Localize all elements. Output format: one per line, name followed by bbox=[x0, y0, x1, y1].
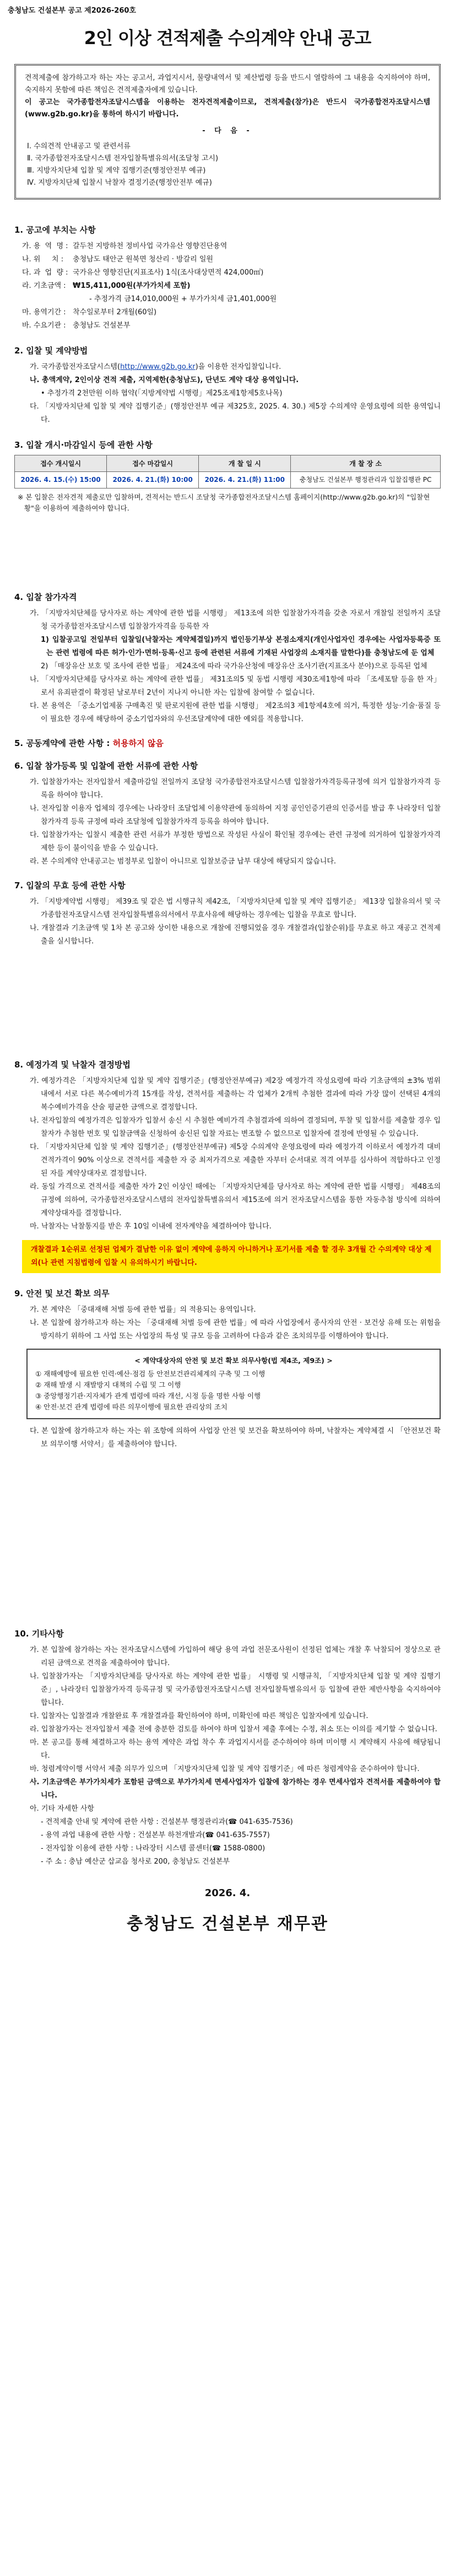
summary-intro-a: 견적제출에 참가하고자 하는 자는 공고서, 과업지시서, 물량내역서 및 제산법령 등을 반드시 열람하여 그 내용을 숙지하여야 하며, 숙지하지 못함에 따른 책임은 견적제출자에게 있습니다. bbox=[25, 74, 430, 94]
para: 마. 본 공고를 통해 체결하고자 하는 용역 계약은 과업 착수 후 과업지시서를 준수하여야 하며 미이행 시 계약해지 사유에 해당됩니다. bbox=[30, 1738, 441, 1760]
section-3 bbox=[14, 439, 441, 514]
para: 다. 입찰참가자는 입찰시 제출한 관련 서류가 부정한 방법으로 작성된 사실이 확인될 경우에는 관련 규정에 의거하여 입찰참가자격 제한 등이 불이익을 받을 수 있습니다. bbox=[30, 831, 441, 852]
g2b-link[interactable]: http://www.g2b.go.kr bbox=[120, 363, 196, 371]
obligation-item: ③ 중앙행정기관·지자체가 관계 법령에 따라 개선, 시정 등을 명한 사항 이행 bbox=[35, 1392, 261, 1400]
item-text: • 추정가격 2천만원 이하 협약(「지방계약법 시행령」제25조제1항제5호나목) bbox=[41, 389, 283, 398]
table-header-row bbox=[15, 455, 441, 472]
item-text: )을 이용한 전자입찰입니다. bbox=[195, 363, 281, 371]
section-4 bbox=[14, 591, 441, 726]
section-7 bbox=[14, 879, 441, 948]
para: 가. 예정가격은 「지방자치단체 입찰 및 계약 집행기준」(행정안전부예규) 제2장 예정가격 작성요령에 따라 기초금액의 ±3% 범위내에서 서로 다른 복수예비가격 15개를 작성, 견적서를 제출하는 각 업체가 2개씩 추첨한 결과에 따라 가장 많이 선택된 4개의 복수예비가격을 산술 평균한 금액으로 결정합니다. bbox=[30, 1077, 441, 1112]
item-text: 총액계약, 2인이상 견적 제출, 지역제한(충청남도), 단년도 계약 대상 용역입니다. bbox=[42, 376, 299, 384]
section-heading: 4. 입찰 참가자격 bbox=[14, 592, 77, 602]
info-key bbox=[22, 293, 73, 306]
table-row bbox=[15, 472, 441, 489]
table-header: 접수 마감일시 bbox=[107, 455, 199, 472]
para: 다. 본 입찰에 참가하고자 하는 자는 위 조항에 의하여 사업장 안전 및 보건을 확보하여야 하며, 낙찰자는 계약체결 시 「안전보건 확보 의무이행 서약서」를 제출하여야 합니다. bbox=[30, 1427, 441, 1448]
info-value: - 추정가격 금14,010,000원 + 부가가치세 금1,401,000원 bbox=[89, 295, 277, 303]
table-header: 접수 개시일시 bbox=[15, 455, 107, 472]
page-title: 2인 이상 견적제출 수의계약 안내 공고 bbox=[84, 28, 371, 49]
info-key: 나. 위 치 : bbox=[22, 255, 64, 264]
section-heading: 5. 공동계약에 관한 사항 : bbox=[14, 738, 113, 748]
section-10 bbox=[14, 1628, 441, 1869]
item-marker: 다. bbox=[30, 402, 39, 411]
section-body bbox=[14, 776, 441, 868]
section-body bbox=[14, 1425, 441, 1451]
section-heading: 3. 입찰 개시·마감일시 등에 관한 사항 bbox=[14, 440, 153, 450]
info-value: 갈두천 지방하천 정비사업 국가유산 영향진단용역 bbox=[73, 242, 228, 250]
item-marker: 나. bbox=[30, 376, 40, 384]
section-6 bbox=[14, 760, 441, 868]
info-list bbox=[14, 240, 441, 332]
warning-banner: 개찰결과 1순위로 선정된 업체가 결남한 이유 없이 계약에 응하지 아니하거나 포기서를 제출 할 경우 3개월 간 수의계약 대상 제외(나 관련 지침법령에 입찰 시 유의하시기 바랍니다. bbox=[22, 1240, 441, 1273]
para: 다. 입찰자는 입찰결과 개찰완료 후 개찰결과를 확인하여야 하며, 미확인에 따른 책임은 입찰자에게 있습니다. bbox=[30, 1712, 369, 1720]
para: 나. 「지방자치단체를 당사자로 하는 계약에 관한 법률」 제31조의5 및 동법 시행령 제30조제1항에 따라 「조세포탈 등을 한 자」로서 유죄판결이 확정된 날로부터 2년이 지나지 아니한 자는 입찰에 참여할 수 없습니다. bbox=[30, 675, 441, 697]
info-key: 다. 과 업 량 : bbox=[22, 269, 68, 277]
item-text: 국가종합전자조달시스템( bbox=[41, 363, 121, 371]
info-value: ₩15,411,000원(부가가치세 포함) bbox=[73, 282, 191, 290]
section-8 bbox=[14, 1059, 441, 1273]
toc-list bbox=[25, 141, 430, 189]
obligation-title: < 계약대상자의 안전 및 보건 확보 의무사항(법 제4조, 제9조) > bbox=[134, 1356, 333, 1365]
para: 가. 본 계약은 「중대재해 처벌 등에 관한 법률」의 적용되는 용역입니다. bbox=[30, 1306, 256, 1314]
obligation-item: ④ 안전·보건 관계 법령에 따른 의무이행에 필요한 관리상의 조치 bbox=[35, 1403, 228, 1411]
schedule-table bbox=[14, 455, 441, 489]
para: 라. 입찰참가자는 전자입찰서 제출 전에 충분한 검토를 하여야 하며 입찰서 제출 후에는 수정, 취소 또는 이의를 제기할 수 없습니다. bbox=[30, 1725, 437, 1734]
toc-item: Ⅱ. 국가종합전자조달시스템 전자입찰특별유의서(조달청 고시) bbox=[27, 154, 219, 163]
section-body bbox=[14, 361, 441, 427]
info-value: 착수일로부터 2개월(60일) bbox=[73, 308, 157, 316]
footer-date: 2026. 4. bbox=[204, 1887, 251, 1899]
para: 다. 본 용역은 「중소기업제품 구매촉진 및 판로지원에 관한 법률 시행령」 제2조의3 제1항제4호에 의거, 특정한 성능·기술·품질 등이 필요한 경우에 해당하여 중소기업자와의 우선조달계약에 대한 예외를 적용합니다. bbox=[30, 702, 441, 723]
para: 나. 전자입찰 이용자 업체의 경우에는 나라장터 조달업체 이용약관에 동의하여 지정 공인인증기관의 인증서를 발급 후 나라장터 입찰 참가자격 등록 규정에 따라 조달청에 입찰참가자격 등록을 하여야 합니다. bbox=[30, 804, 441, 826]
item-marker: 가. bbox=[30, 363, 39, 371]
notice-number: 충청남도 건설본부 공고 제2026-260호 bbox=[8, 7, 136, 15]
section-heading: 10. 기타사항 bbox=[14, 1629, 64, 1639]
contact-line: - 주 소 : 충남 예산군 삽교읍 청사로 200, 충청남도 건설본부 bbox=[41, 1858, 230, 1866]
summary-box bbox=[14, 64, 441, 200]
table-cell: 2026. 4. 15.(수) 15:00 bbox=[15, 472, 107, 489]
toc-item: Ⅰ. 수의견적 안내공고 및 관련서류 bbox=[27, 142, 131, 151]
section-heading: 2. 입찰 및 계약방법 bbox=[14, 346, 88, 356]
obligation-item: ① 재해예방에 필요한 인력·예산·점검 등 안전보건관리체계의 구축 및 그 이행 bbox=[35, 1370, 266, 1378]
para: 1) 입찰공고일 전일부터 입찰일(낙찰자는 계약체결일)까지 법인등기부상 본점소재지(개인사업자인 경우에는 사업자등록증 또는 관련 법령에 따른 허가·인가·면허·등록·신고 등에 관련된 서류에 기재된 사업장의 소재지를 말한다)를 충청남도에 둔 업체 bbox=[41, 636, 441, 657]
para: 가. 「지방계약법 시행령」 제39조 및 같은 법 시행규칙 제42조, 「지방자치단체 입찰 및 계약 집행기준」 제13장 입찰유의서 및 국가종합전자조달시스템 전자입찰특별유의서에서 무효사유에 해당하는 경우에는 입찰을 무효로 합니다. bbox=[30, 898, 441, 919]
para: 나. 전자입찰의 예정가격은 입찰자가 입찰서 송신 시 추첨한 예비가격 추첨결과에 의하여 결정되며, 투찰 및 입찰서를 제출할 경우 입찰자가 추첨한 번호 및 입찰금액을 신청하여 송신된 입찰 자료는 변조할 수 없으므로 입찰자에 결정에 반영될 수 있습니다. bbox=[30, 1117, 441, 1138]
schedule-note: ※ 본 입찰은 전자견적 제출로만 입찰하며, 견적서는 반드시 조달청 국가종합전자조달시스템 홈페이지(http://www.g2b.go.kr)의 "입찰현황"을 이용하여 제출하여야 합니다. bbox=[18, 493, 430, 512]
para: 가. 본 입찰에 참가하는 자는 전자조달시스템에 가입하여 해당 용역 과업 전문조사원이 선정된 업체는 개찰 후 낙찰되어 정상으로 관리된 금액으로 견적을 제출하여야 합니다. bbox=[30, 1646, 441, 1667]
section-heading: 8. 예정가격 및 낙찰자 결정방법 bbox=[14, 1060, 131, 1070]
toc-title: - 다 음 - bbox=[202, 127, 253, 135]
contact-line: - 용역 과업 내용에 관한 사항 : 건설본부 하천개발과(☎ 041-635-7557) bbox=[41, 1831, 270, 1839]
para: 라. 본 수의계약 안내공고는 범정부로 입찰이 아니므로 입찰보증금 납부 대상에 해당되지 않습니다. bbox=[30, 857, 337, 866]
obligation-box bbox=[26, 1349, 441, 1419]
table-header: 개 찰 일 시 bbox=[199, 455, 291, 472]
section-9 bbox=[14, 1287, 441, 1451]
section-body bbox=[14, 895, 441, 948]
info-value: 충청남도 태안군 원북면 청산리 · 방갈리 일원 bbox=[73, 255, 213, 264]
para: 라. 동일 가격으로 견적서를 제출한 자가 2인 이상인 때에는 「지방자치단체를 당사자로 하는 계약에 관한 법률 시행령」 제48조의 규정에 의하여, 국가종합전자조달시스템의 전자입찰특별유의서 제15조에 의거 전자조달시스템을 통한 자동추첨 방식에 의하여 계약상대자를 결정합니다. bbox=[30, 1183, 441, 1217]
section-value: 허용하지 않음 bbox=[112, 738, 164, 748]
section-heading: 9. 안전 및 보건 확보 의무 bbox=[14, 1289, 110, 1298]
para: 가. 입찰참가자는 전자입찰서 제출마감일 전일까지 조달청 국가종합전자조달시스템 입찰참가자격등록규정에 의거 입찰참가자격 등록을 하여야 합니다. bbox=[30, 778, 441, 799]
item-text: 「지방자치단체 입찰 및 계약 집행기준」(행정안전부 예규 제325호, 2025. 4. 30.) 제5장 수의계약 운영요령에 의한 용역입니다. bbox=[41, 402, 441, 424]
contact-line: - 전자입찰 이용에 관한 사항 : 나라장터 시스템 콜센터(☎ 1588-0800) bbox=[41, 1844, 266, 1853]
footer-org: 충청남도 건설본부 재무관 bbox=[127, 1914, 328, 1934]
section-1 bbox=[14, 224, 441, 332]
para: 다. 「지방자치단체 입찰 및 계약 집행기준」(행정안전부예규) 제5장 수의계약 운영요령에 따라 예정가격 이하로서 예정가격 대비 견적가격이 90% 이상으로 견적서를 제출한 자 중 최저가격으로 제출한 자부터 순서대로 적격 여부를 심사하여 적합하다고 인정된 자를 계약상대자로 결정합니다. bbox=[30, 1143, 441, 1178]
section-heading: 1. 공고에 부치는 사항 bbox=[14, 225, 96, 235]
summary-intro-b: 이 공고는 국가종합전자조달시스템을 이용하는 전자견적제출이므로, 견적제출(참가)은 반드시 국가종합전자조달시스템(www.g2b.go.kr)을 통하여 하시기 바랍니다. bbox=[25, 98, 430, 119]
para: 아. 기타 자세한 사항 bbox=[30, 1805, 94, 1813]
para: 마. 낙찰자는 낙찰통지를 받은 후 10일 이내에 전자계약을 체결하여야 합니다. bbox=[30, 1222, 272, 1231]
info-key: 마. 용역기간 : bbox=[22, 308, 66, 316]
para: 나. 개찰결과 기초금액 및 1차 본 공고와 상이한 내용으로 개찰에 진행되었을 경우 개찰결과(입찰순위)를 무효로 하고 재공고 견적제출을 실시합니다. bbox=[30, 924, 441, 946]
para: 사. 기초금액은 부가가치세가 포함된 금액으로 부가가치세 면세사업자가 입찰에 참가하는 경우 면세사업자 견적서를 제출하여야 합니다. bbox=[30, 1778, 441, 1800]
section-2 bbox=[14, 345, 441, 427]
section-5 bbox=[14, 737, 441, 749]
section-body bbox=[14, 1075, 441, 1233]
info-value: 국가유산 영향진단(지표조사) 1식(조사대상면적 424,000㎡) bbox=[73, 269, 264, 277]
section-body bbox=[14, 1303, 441, 1343]
section-heading: 7. 입찰의 무효 등에 관한 사항 bbox=[14, 881, 126, 890]
para: 바. 청렴계약이행 서약서 제출 의무가 있으며 「지방자치단체 입찰 및 계약 집행기준」에 따른 청렴계약을 준수하여야 합니다. bbox=[30, 1765, 420, 1773]
info-key: 바. 수요기관 : bbox=[22, 321, 66, 330]
para: 가. 「지방자치단체를 당사자로 하는 계약에 관한 법률 시행령」 제13조에 의한 입찰참가자격을 갖춘 자로서 개찰일 전일까지 조달청 국가종합전자조달시스템 입찰참가자격을 등록한 자 bbox=[30, 609, 441, 631]
section-body bbox=[14, 1644, 441, 1869]
toc-item: Ⅲ. 지방자치단체 입찰 및 계약 집행기준(행정안전부 예규) bbox=[27, 167, 206, 175]
info-key: 라. 기초금액 : bbox=[22, 282, 66, 290]
obligation-item: ② 재해 발생 시 재발방지 대책의 수립 및 그 이행 bbox=[35, 1381, 181, 1389]
info-value: 충청남도 건설본부 bbox=[73, 321, 131, 330]
para: 나. 입찰참가자는 「지방자치단체를 당사자로 하는 계약에 관한 법률」 시행령 및 시행규칙, 「지방자치단체 입찰 및 계약 집행기준」, 나라장터 입찰참가자격 등록규정 및 국가종합전자조달시스템 전자입찰특별유의서 등 입찰에 관한 제반사항을 숙지하여야 합니다. bbox=[30, 1672, 441, 1707]
table-cell: 충청남도 건설본부 행정관리과 입찰집행관 PC bbox=[291, 472, 441, 489]
para: 2) 「매장유산 보호 및 조사에 관한 법률」 제24조에 따라 국가유산청에 매장유산 조사기관(지표조사 분야)으로 등록된 업체 bbox=[41, 662, 427, 670]
contact-line: - 견적제출 안내 및 계약에 관한 사항 : 건설본부 행정관리과(☎ 041-635-7536) bbox=[41, 1818, 293, 1826]
toc-item: Ⅳ. 지방자치단체 입찰시 낙찰자 결정기준(행정안전부 예규) bbox=[27, 179, 212, 187]
table-cell: 2026. 4. 21.(화) 11:00 bbox=[199, 472, 291, 489]
section-heading: 6. 입찰 참가등록 및 입찰에 관한 서류에 관한 사항 bbox=[14, 761, 198, 771]
table-header: 개 찰 장 소 bbox=[291, 455, 441, 472]
para: 나. 본 입찰에 참가하고자 하는 자는 「중대재해 처벌 등에 관한 법률」에 따라 사업장에서 종사자의 안전 · 보건상 유해 또는 위험을 방지하기 위하여 그 사업 또는 사업장의 특성 및 규모 등을 고려하여 다음과 같은 조치의무를 이행하여야 합니다. bbox=[30, 1319, 441, 1340]
info-key: 가. 용 역 명 : bbox=[22, 242, 68, 250]
section-body bbox=[14, 607, 441, 726]
table-cell: 2026. 4. 21.(화) 10:00 bbox=[107, 472, 199, 489]
